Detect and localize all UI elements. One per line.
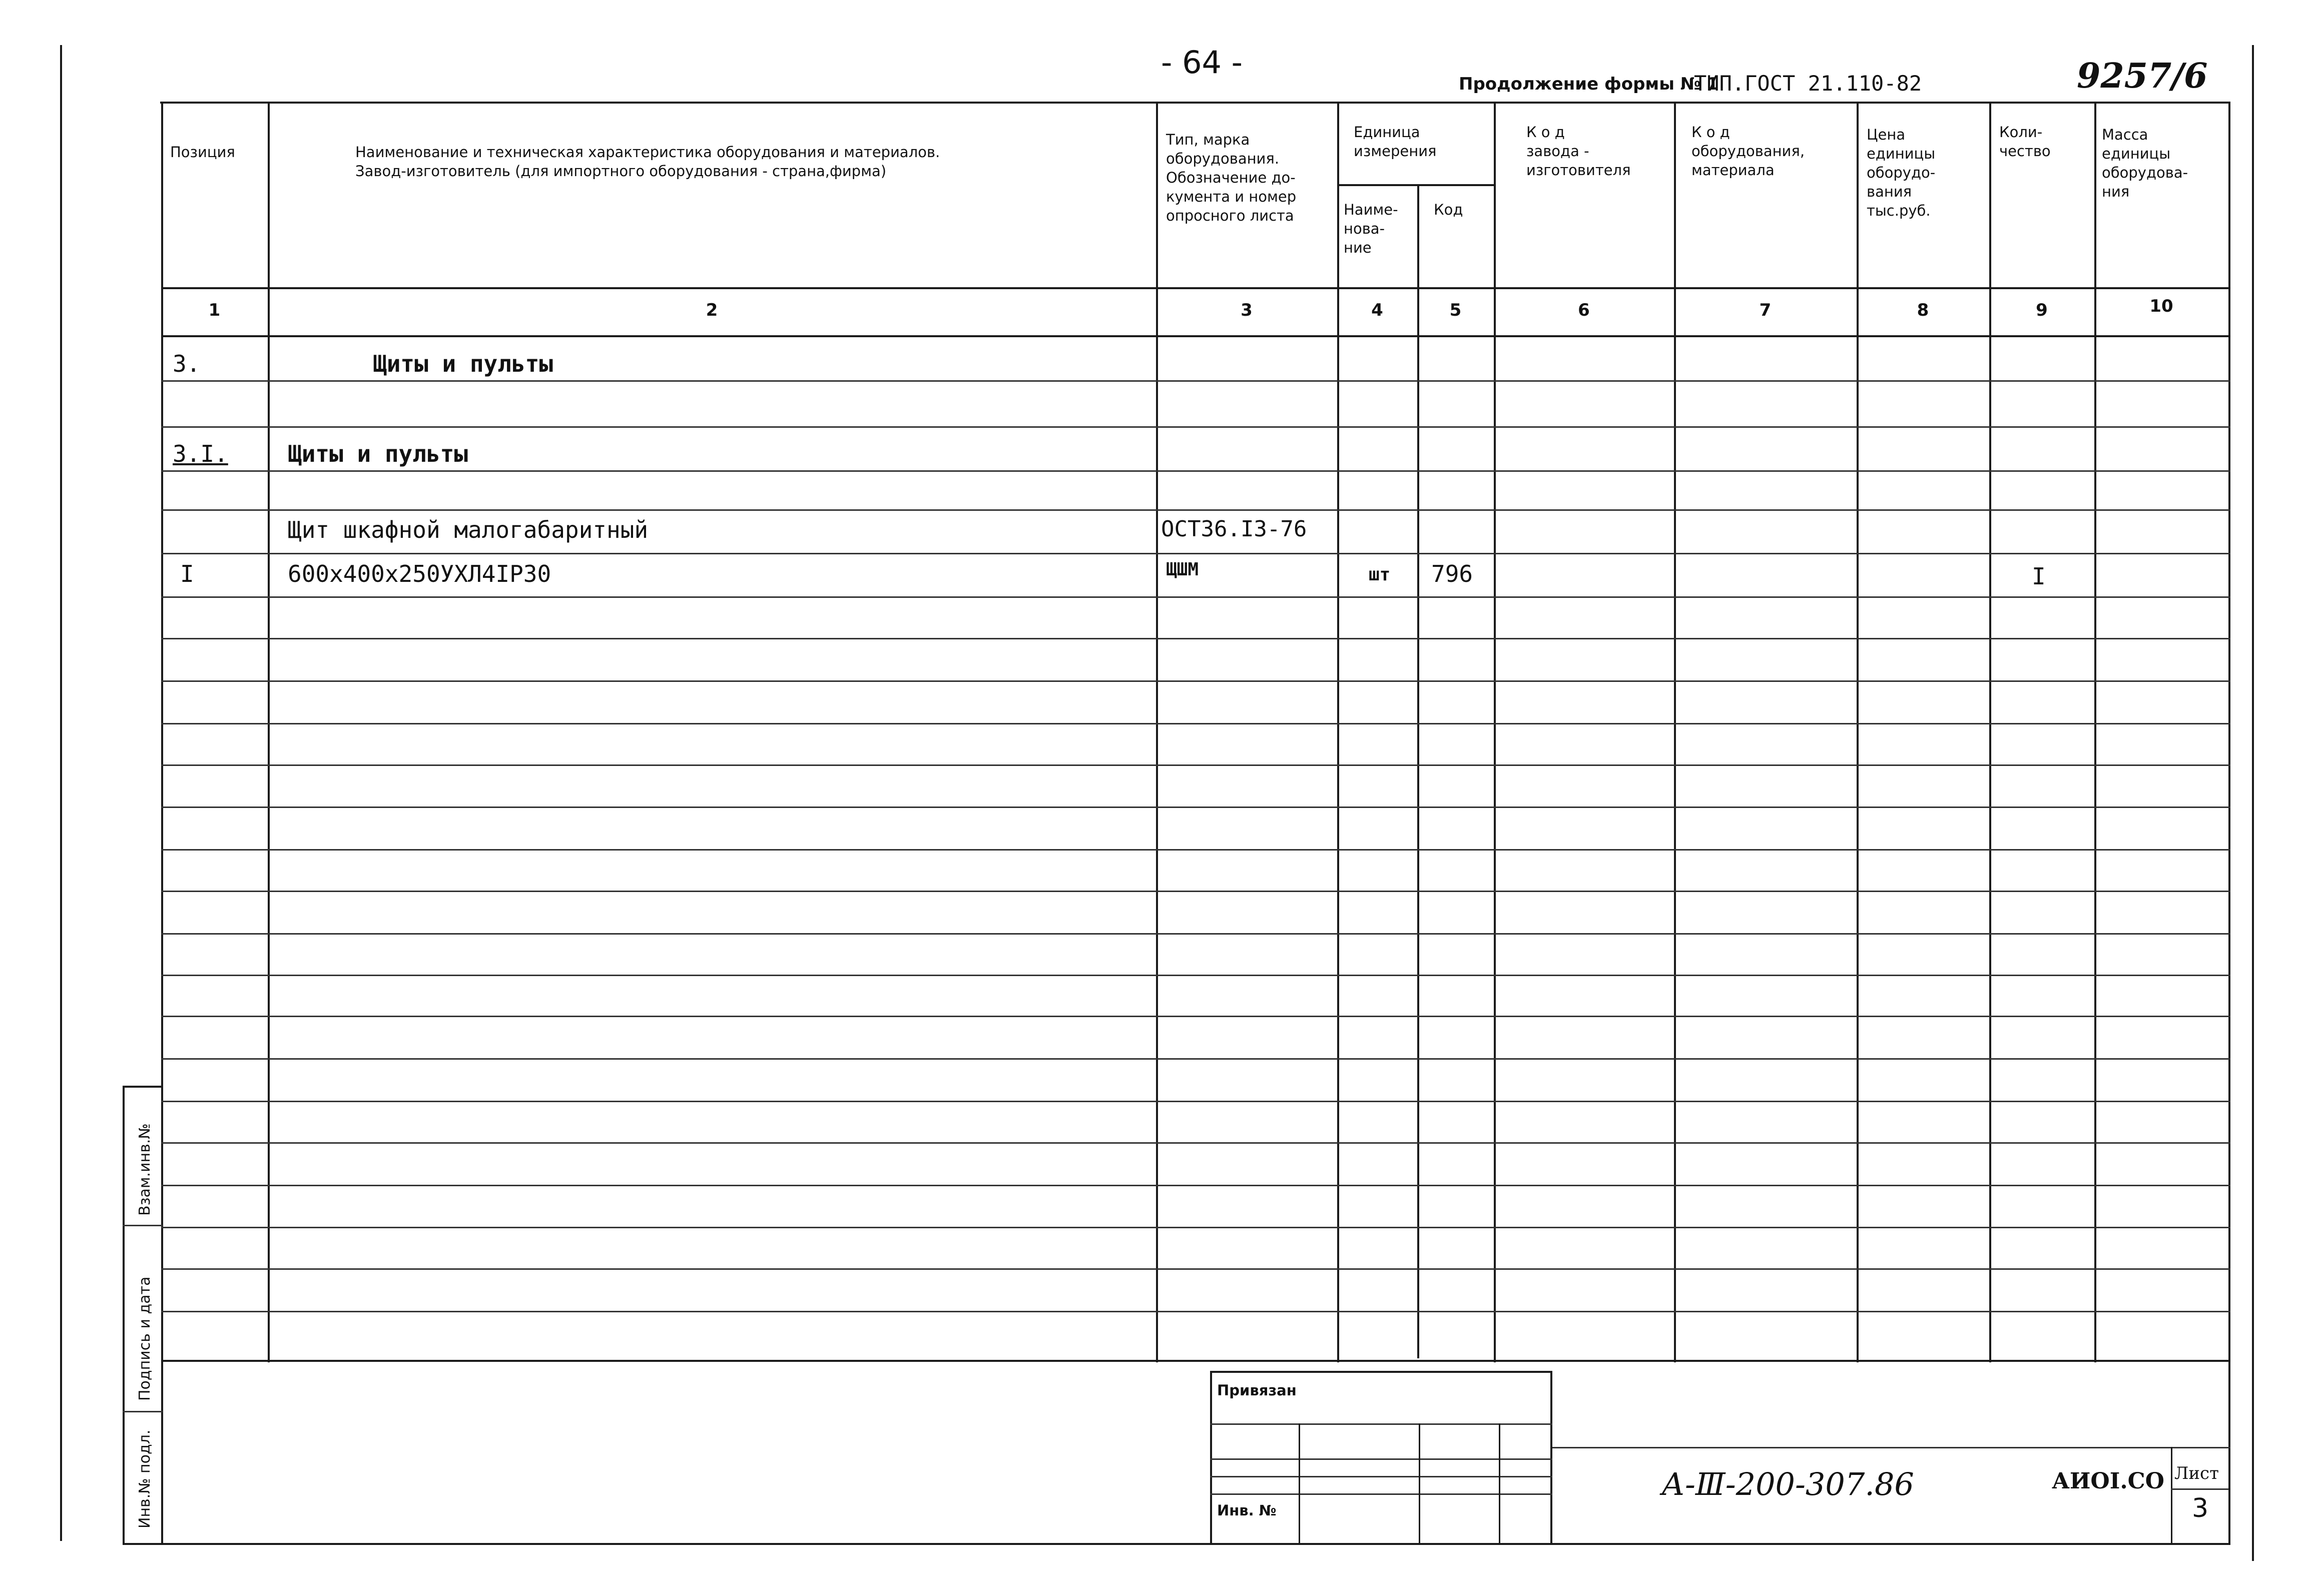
row4-type: ЩШМ: [1166, 559, 1199, 580]
table-row-line: [161, 1016, 2230, 1017]
col1-header: Позиция: [170, 144, 235, 161]
colnum-10: 10: [2149, 296, 2173, 316]
priv-col-1: [1299, 1423, 1300, 1545]
col-line-7: [1857, 102, 1859, 1362]
unit-group-header: Единица измерения: [1354, 124, 1437, 160]
stamp-div-2: [123, 1411, 163, 1412]
table-row-line: [161, 596, 2230, 598]
table-row-line: [161, 509, 2230, 511]
table-row-line: [161, 1311, 2230, 1312]
table-row-line: [161, 975, 2230, 976]
table-row-line: [161, 426, 2230, 428]
stamp-left-edge: [123, 1086, 125, 1545]
colnum-4: 4: [1371, 300, 1383, 320]
row3-name: Щит шкафной малогабаритный: [288, 516, 649, 543]
form-continuation: Продолжение формы № 1: [1459, 74, 1719, 94]
col-line-8: [1989, 102, 1991, 1362]
col5-header: Код: [1434, 201, 1463, 218]
col-line-6: [1674, 102, 1676, 1362]
table-row-line: [161, 1142, 2230, 1144]
col-line-2: [1156, 102, 1158, 1362]
sheet-code: АИОI.СО: [2052, 1468, 2164, 1494]
frame-left: [60, 45, 62, 1541]
col2-header-line1: Наименование и техническая характеристика оборудования и материалов.: [355, 144, 940, 161]
side-stamp-vzam: Взам.инв.№: [136, 1123, 154, 1216]
col-line-3: [1337, 102, 1339, 1362]
table-row-line: [161, 1185, 2230, 1186]
table-row-line: [161, 638, 2230, 639]
priv-col-3: [1499, 1423, 1500, 1545]
row2-name: Щиты и пульты: [288, 440, 468, 467]
row3-type: ОСТ36.I3-76: [1161, 516, 1307, 542]
sheet-box-mid: [2171, 1488, 2228, 1490]
frame-bottom: [123, 1543, 2230, 1545]
priv-row-4: [1210, 1493, 1552, 1495]
col7-header: К о д оборудования, материала: [1691, 124, 1805, 179]
side-stamp-inv: Инв.№ подл.: [136, 1429, 154, 1528]
colnum-5: 5: [1449, 300, 1462, 320]
table-row-line: [161, 1268, 2230, 1270]
col2-header-line2: Завод-изготовитель (для импортного оборудования - страна,фирма): [355, 163, 887, 180]
table-row-line: [161, 933, 2230, 935]
sheet-label: Лист: [2174, 1463, 2219, 1483]
table-bottom-line: [161, 1360, 2230, 1362]
priv-box-top: [1210, 1371, 1552, 1373]
title-strip-line: [1552, 1447, 2230, 1448]
row2-pos: 3.I.: [173, 440, 228, 467]
colnum-2: 2: [706, 300, 718, 320]
stamp-left-top: [123, 1086, 163, 1088]
row4-pos: I: [180, 560, 194, 587]
table-row-line: [161, 1227, 2230, 1228]
header-bottom-line: [161, 287, 2230, 289]
row4-qty: I: [2032, 563, 2046, 590]
priv-row-1: [1210, 1423, 1552, 1425]
table-row-line: [161, 680, 2230, 682]
priv-box-right: [1550, 1371, 1552, 1545]
col-line-1: [268, 102, 270, 1362]
row4-unit-code: 796: [1431, 560, 1473, 587]
table-row-line: [161, 891, 2230, 892]
col-line-4: [1417, 185, 1419, 1358]
row1-name: Щиты и пульты: [373, 350, 553, 377]
frame-right-inner: [2228, 102, 2230, 1545]
priv-col-2: [1419, 1423, 1420, 1545]
standard-ref: ТИП.ГОСТ 21.110-82: [1694, 71, 1922, 96]
priv-row-3: [1210, 1476, 1552, 1477]
sheet-box-left: [2171, 1447, 2172, 1545]
table-row-line: [161, 553, 2230, 554]
priv-row-2: [1210, 1458, 1552, 1460]
row4-name: 600х400х250УХЛ4IР30: [288, 560, 551, 587]
row1-pos: 3.: [173, 350, 201, 377]
table-row-line: [161, 723, 2230, 724]
colnum-7: 7: [1759, 300, 1772, 320]
col6-header: К о д завода - изготовителя: [1526, 124, 1631, 179]
table-row-line: [161, 470, 2230, 472]
col-line-5: [1494, 102, 1496, 1362]
page-number: - 64 -: [1161, 44, 1243, 81]
table-row-line: [161, 1101, 2230, 1102]
stamp-div-1: [123, 1225, 163, 1226]
col4-header: Наиме- нова- ние: [1344, 201, 1398, 256]
priv-box-left: [1210, 1371, 1212, 1545]
colnum-bottom-line: [161, 335, 2230, 337]
colnum-8: 8: [1917, 300, 1929, 320]
colnum-1: 1: [208, 300, 221, 320]
table-row-line: [161, 849, 2230, 851]
table-row-line: [161, 764, 2230, 766]
table-row-line: [161, 807, 2230, 808]
row4-unit: шт: [1369, 564, 1391, 585]
table-row-line: [161, 380, 2230, 382]
col-line-9: [2094, 102, 2096, 1362]
sheet-number: 3: [2192, 1493, 2209, 1523]
frame-right: [2252, 45, 2254, 1561]
inv-no-label: Инв. №: [1217, 1502, 1277, 1519]
frame-top: [160, 102, 2229, 104]
col8-header: Цена единицы оборудо- вания тыс.руб.: [1867, 126, 1936, 219]
table-row-line: [161, 1058, 2230, 1060]
colnum-3: 3: [1241, 300, 1253, 320]
col9-header: Коли- чество: [1999, 124, 2051, 160]
privyazan-label: Привязан: [1217, 1382, 1297, 1399]
colnum-9: 9: [2036, 300, 2048, 320]
col3-header: Тип, марка оборудования. Обозначение до- кумента и номер опросного листа: [1166, 131, 1297, 224]
drawing-code: А-Ⅲ-200-307.86: [1661, 1466, 1914, 1502]
colnum-6: 6: [1578, 300, 1590, 320]
doc-number: 9257/6: [2077, 56, 2208, 96]
side-stamp-sign: Подпись и дата: [136, 1276, 154, 1401]
unit-group-line: [1337, 184, 1494, 186]
col10-header: Масса единицы оборудова- ния: [2102, 126, 2188, 200]
